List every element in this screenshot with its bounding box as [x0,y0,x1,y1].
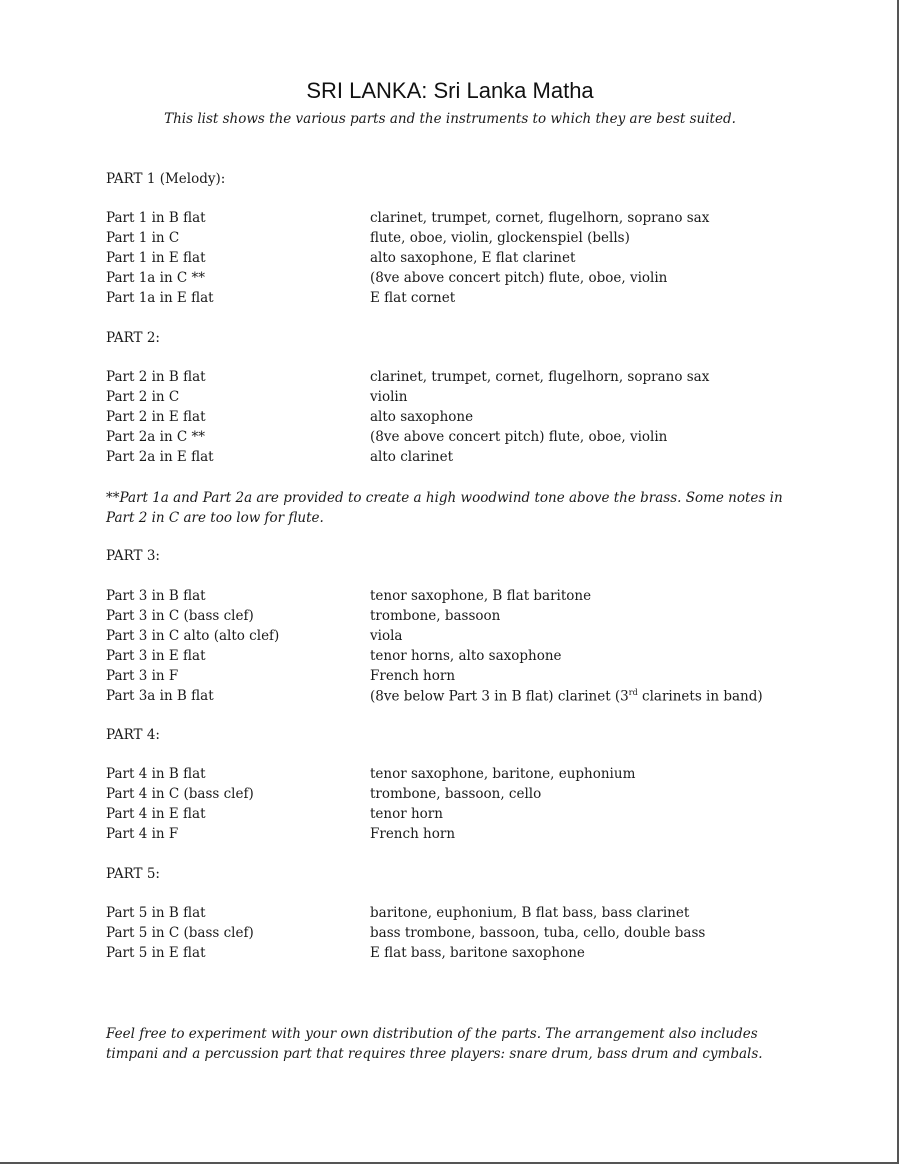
part-row [106,826,806,846]
part-instruments: alto clarinet [370,449,454,465]
part-name: Part 3 in F [106,668,179,684]
section-heading-part-2: PART 2: [106,330,160,346]
part-row [106,648,806,668]
part-row [106,945,806,965]
section-heading-part-5: PART 5: [106,866,160,882]
part-name: Part 4 in C (bass clef) [106,786,254,802]
part-row [106,270,806,290]
part-instruments: violin [370,389,408,405]
part-name: Part 1a in C ** [106,270,206,286]
section-heading-part-3: PART 3: [106,548,160,564]
part-name: Part 1 in B flat [106,210,206,226]
part-instruments: (8ve above concert pitch) flute, oboe, violin [370,429,668,445]
part-instruments: tenor saxophone, baritone, euphonium [370,766,636,782]
page-title: SRI LANKA: Sri Lanka Matha [306,78,594,103]
part-name: Part 3 in C (bass clef) [106,608,254,624]
part-name: Part 4 in B flat [106,766,206,782]
part-row [106,688,806,708]
ordinal-superscript: rd [628,688,638,697]
part-instruments [370,688,763,705]
part-instruments: French horn [370,668,456,684]
part-instruments: E flat cornet [370,290,456,306]
part-instruments: baritone, euphonium, B flat bass, bass clarinet [370,905,690,921]
part-name: Part 3 in C alto (alto clef) [106,628,280,644]
part-instruments: alto saxophone, E flat clarinet [370,250,576,266]
page-subtitle: This list shows the various parts and the instruments to which they are best suited. [164,111,736,127]
part-instruments: tenor horns, alto saxophone [370,648,562,664]
part-instruments: tenor horn [370,806,443,822]
part-name: Part 1a in E flat [106,290,214,306]
part-row [106,588,806,608]
section-heading-part-4: PART 4: [106,727,160,743]
instruments-text: (8ve below Part 3 in B flat) clarinet (3 [370,688,629,705]
part-name: Part 2a in E flat [106,449,214,465]
part-name: Part 2a in C ** [106,429,206,445]
part-instruments: trombone, bassoon, cello [370,786,542,802]
woodwind-note: **Part 1a and Part 2a are provided to create a high woodwind tone above the brass. Some notes in Part 2 in C are too low for flute. [106,490,783,526]
closing-note: Feel free to experiment with your own distribution of the parts. The arrangement also includes timpani and a percussion part that requires three players: snare drum, bass drum and cymbals. [106,1026,763,1062]
part-name: Part 5 in C (bass clef) [106,925,254,941]
part-row [106,369,806,389]
part-name: Part 3 in E flat [106,648,206,664]
part-instruments: clarinet, trumpet, cornet, flugelhorn, soprano sax [370,210,710,226]
part-row [106,250,806,270]
part-instruments: French horn [370,826,456,842]
part-instruments: clarinet, trumpet, cornet, flugelhorn, soprano sax [370,369,710,385]
part-name: Part 3 in B flat [106,588,206,604]
part-instruments: tenor saxophone, B flat baritone [370,588,592,604]
instruments-text: clarinets in band) [637,688,763,705]
part-row [106,806,806,826]
part-row [106,230,806,250]
part-instruments: (8ve above concert pitch) flute, oboe, violin [370,270,668,286]
part-name: Part 2 in E flat [106,409,206,425]
section-heading-part-1: PART 1 (Melody): [106,171,226,187]
part-row [106,628,806,648]
part-row [106,210,806,230]
part-instruments: bass trombone, bassoon, tuba, cello, double bass [370,925,706,941]
part-name: Part 4 in F [106,826,179,842]
part-name: Part 5 in E flat [106,945,206,961]
part-instruments: E flat bass, baritone saxophone [370,945,585,961]
part-row [106,766,806,786]
part-row [106,409,806,429]
part-row [106,389,806,409]
part-name: Part 3a in B flat [106,688,214,704]
part-row [106,925,806,945]
part-row [106,449,806,469]
part-instruments: alto saxophone [370,409,474,425]
part-instruments: trombone, bassoon [370,608,501,624]
part-name: Part 2 in C [106,389,180,405]
part-instruments: viola [370,628,403,644]
part-row [106,608,806,628]
part-name: Part 2 in B flat [106,369,206,385]
part-row [106,905,806,925]
part-name: Part 5 in B flat [106,905,206,921]
part-name: Part 1 in C [106,230,180,246]
part-row [106,290,806,310]
part-name: Part 1 in E flat [106,250,206,266]
part-row [106,429,806,449]
part-name: Part 4 in E flat [106,806,206,822]
part-row [106,668,806,688]
part-row [106,786,806,806]
part-instruments: flute, oboe, violin, glockenspiel (bells) [370,230,630,246]
